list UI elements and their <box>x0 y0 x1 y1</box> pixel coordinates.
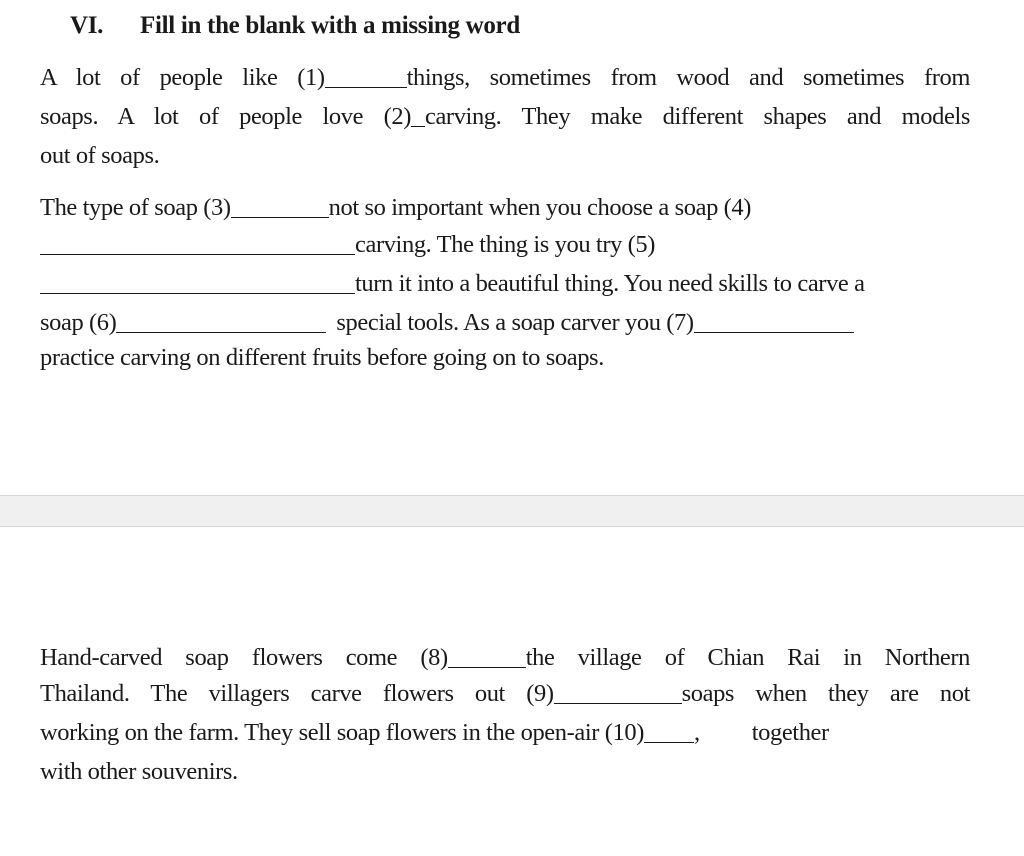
blank-9 <box>554 681 682 704</box>
blank-5 <box>40 271 355 294</box>
text-run: carving. They make different shapes and models <box>424 103 970 130</box>
text-run: Hand-carved soap flowers come (8) <box>40 644 448 671</box>
text-line <box>40 58 970 97</box>
text-line: out of soaps. <box>40 142 160 169</box>
text-run: Thailand. The villagers carve flowers out (9) <box>40 680 554 707</box>
text-run: A lot of people like (1) <box>40 64 325 91</box>
text-run: not so important when you choose a soap (4) <box>328 194 752 221</box>
text-run: carving. The thing is you try (5) <box>355 231 656 258</box>
section-heading <box>70 12 520 40</box>
paragraph-2 <box>40 188 970 377</box>
text-run: the village of Chian Rai in Northern <box>525 644 970 671</box>
blank-6 <box>116 310 326 333</box>
text-line <box>40 225 970 264</box>
blank-4 <box>40 232 355 255</box>
text-run: together <box>751 719 829 746</box>
paragraph-1 <box>40 58 970 175</box>
text-run: things, sometimes from wood and sometimes from <box>406 64 970 91</box>
text-run: , <box>693 719 700 746</box>
blank-8 <box>448 645 526 668</box>
paragraph-3 <box>40 638 970 791</box>
blank-2 <box>411 104 425 127</box>
section-title: Fill in the blank with a missing word <box>140 12 520 39</box>
section-number: VI. <box>70 12 104 39</box>
text-line: practice carving on different fruits before going on to soaps. <box>40 344 604 371</box>
text-line <box>40 303 970 342</box>
blank-3 <box>231 195 329 218</box>
text-line <box>40 264 970 303</box>
text-run: turn it into a beautiful thing. You need skills to carve a <box>355 270 865 297</box>
text-run: working on the farm. They sell soap flowers in the open-air (10) <box>40 719 644 746</box>
page-break-divider <box>0 495 1024 527</box>
text-line <box>40 97 970 136</box>
blank-7 <box>694 310 854 333</box>
text-line <box>40 674 970 713</box>
text-run: special tools. As a soap carver you (7) <box>336 309 694 336</box>
text-line: with other souvenirs. <box>40 758 238 785</box>
text-run: soaps when they are not <box>681 680 970 707</box>
text-run: soaps. A lot of people love (2) <box>40 103 411 130</box>
text-line <box>40 713 970 752</box>
text-line <box>40 638 970 677</box>
text-line <box>40 188 970 227</box>
blank-10 <box>644 720 694 743</box>
blank-1 <box>325 65 407 88</box>
text-run: The type of soap (3) <box>40 194 231 221</box>
text-run: soap (6) <box>40 309 117 336</box>
